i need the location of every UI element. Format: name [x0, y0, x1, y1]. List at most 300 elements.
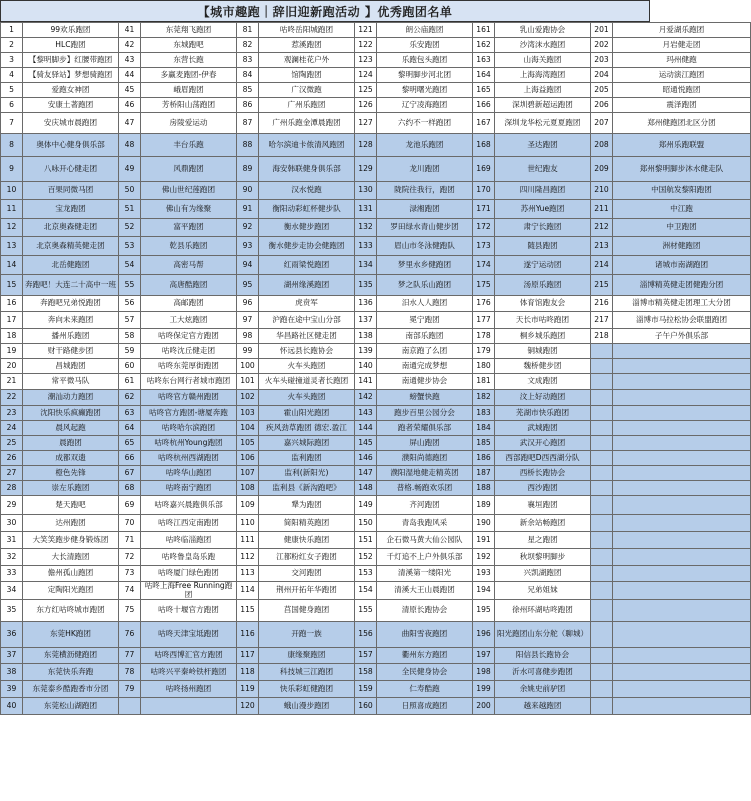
club-name: 康缘聚跑团 — [259, 648, 355, 664]
rank-number: 55 — [119, 275, 141, 296]
club-name: 屏山跑团 — [377, 436, 473, 451]
club-name: 西桥长跑协会 — [495, 466, 591, 481]
club-name: 楚天跑吧 — [23, 496, 119, 515]
rank-number: 73 — [119, 566, 141, 582]
rank-number: 181 — [473, 374, 495, 390]
rank-number: 161 — [473, 23, 495, 38]
rank-number: 46 — [119, 98, 141, 113]
rank-number: 140 — [355, 359, 377, 374]
rank-number: 121 — [355, 23, 377, 38]
rank-number: 22 — [1, 390, 23, 406]
club-name: 乳山爱跑协会 — [495, 23, 591, 38]
club-name: 中江跑 — [613, 200, 751, 219]
empty-cell — [613, 681, 751, 698]
rank-number: 159 — [355, 681, 377, 698]
club-name: 工大炫跑团 — [141, 312, 237, 329]
club-name: 武汉开心跑团 — [495, 436, 591, 451]
club-name: 西部跑吧D西西湖分队 — [495, 451, 591, 466]
empty-cell — [613, 515, 751, 532]
rank-number: 89 — [237, 157, 259, 182]
rank-number: 84 — [237, 68, 259, 83]
empty-cell — [591, 344, 613, 359]
empty-cell — [591, 421, 613, 436]
club-name: 桐乡城乐跑团 — [495, 329, 591, 344]
club-name: 达州跑团 — [23, 515, 119, 532]
rank-number: 108 — [237, 481, 259, 496]
rank-number: 148 — [355, 481, 377, 496]
club-name: 健康快乐跑团 — [259, 532, 355, 549]
rank-number: 25 — [1, 436, 23, 451]
club-name: 东莞HK跑团 — [23, 622, 119, 648]
rank-number: 92 — [237, 219, 259, 237]
club-name: 仁寿酷跑 — [377, 681, 473, 698]
club-name: 眉山市冬泳健跑队 — [377, 237, 473, 256]
empty-cell — [613, 436, 751, 451]
club-name: 嘉兴城际跑团 — [259, 436, 355, 451]
club-name: 遂宁运动团 — [495, 256, 591, 275]
club-name: 濮阳湿地健走精英团 — [377, 466, 473, 481]
table-row — [1, 549, 751, 566]
club-name: 佛山有为缘聚 — [141, 200, 237, 219]
club-name: 昭通悦跑团 — [613, 83, 751, 98]
empty-cell — [591, 374, 613, 390]
club-name: 荆州开拓年华跑团 — [259, 582, 355, 600]
club-name: 监利跑团 — [259, 451, 355, 466]
club-name: 北京奥森精英健走团 — [23, 237, 119, 256]
club-name: 六约不一样跑团 — [377, 113, 473, 134]
club-name: 高密马帮 — [141, 256, 237, 275]
rank-number: 81 — [237, 23, 259, 38]
rank-number: 14 — [1, 256, 23, 275]
club-name: 霍山阳光跑团 — [259, 406, 355, 421]
club-name: 千灯追不上户外俱乐部 — [377, 549, 473, 566]
club-name: 咕咚南宁跑团 — [141, 481, 237, 496]
rank-number: 54 — [119, 256, 141, 275]
rank-number: 68 — [119, 481, 141, 496]
rank-number: 155 — [355, 600, 377, 622]
rank-number: 34 — [1, 582, 23, 600]
rank-number: 216 — [591, 296, 613, 312]
rank-number: 90 — [237, 182, 259, 200]
rank-number: 17 — [1, 312, 23, 329]
club-name: 咕咚杭州西湖跑团 — [141, 451, 237, 466]
rank-number: 205 — [591, 83, 613, 98]
club-name: 火车头碰撞道灵者长跑团 — [259, 374, 355, 390]
club-name: 沂水可喜健步跑团 — [495, 664, 591, 681]
rank-number: 166 — [473, 98, 495, 113]
rank-number: 67 — [119, 466, 141, 481]
empty-cell — [613, 549, 751, 566]
rank-number: 122 — [355, 38, 377, 53]
rank-number: 111 — [237, 532, 259, 549]
rank-number: 178 — [473, 329, 495, 344]
club-name: 东莞横沥健跑团 — [23, 648, 119, 664]
rank-number: 47 — [119, 113, 141, 134]
club-name: 东莞松山湖跑团 — [23, 698, 119, 715]
rank-number: 48 — [119, 134, 141, 157]
rank-number: 11 — [1, 200, 23, 219]
rank-number: 58 — [119, 329, 141, 344]
rank-number: 185 — [473, 436, 495, 451]
club-name: 广州乐跑团 — [259, 98, 355, 113]
club-name: 运动演江跑团 — [613, 68, 751, 83]
club-name: 高唐酷跑团 — [141, 275, 237, 296]
club-name: 沈阳快乐疯癫跑团 — [23, 406, 119, 421]
club-name: 惹溪跑团 — [259, 38, 355, 53]
club-name: 企石微马黄大仙公园队 — [377, 532, 473, 549]
rank-number: 105 — [237, 436, 259, 451]
club-name: 衡水健步走协会健跑团 — [259, 237, 355, 256]
club-name: 徐州环湖咕咚跑团 — [495, 600, 591, 622]
club-name: 佛山世纪莲跑团 — [141, 182, 237, 200]
club-name: 咕咚沈丘健走团 — [141, 344, 237, 359]
rank-number: 98 — [237, 329, 259, 344]
rank-number: 163 — [473, 53, 495, 68]
table-row — [1, 219, 751, 237]
rank-number: 21 — [1, 374, 23, 390]
club-name: 齐河跑团 — [377, 496, 473, 515]
table-row — [1, 134, 751, 157]
rank-number: 88 — [237, 134, 259, 157]
club-name: 魏桥健步团 — [495, 359, 591, 374]
club-name: 肃宁长跑团 — [495, 219, 591, 237]
rank-number: 107 — [237, 466, 259, 481]
rank-number: 132 — [355, 219, 377, 237]
club-name: 咕咚东台网行者城市跑团 — [141, 374, 237, 390]
rank-number: 192 — [473, 549, 495, 566]
rank-number: 29 — [1, 496, 23, 515]
rank-number: 102 — [237, 390, 259, 406]
rank-number: 43 — [119, 53, 141, 68]
club-name: 中卫跑团 — [613, 219, 751, 237]
club-name: 华昌路社区健走团 — [259, 329, 355, 344]
rank-number: 10 — [1, 182, 23, 200]
empty-cell — [591, 681, 613, 698]
club-name: 奔跑吧兄弟悦跑团 — [23, 296, 119, 312]
club-name: 大笑笑跑步健身锻炼团 — [23, 532, 119, 549]
club-name: 百果同微马团 — [23, 182, 119, 200]
club-name: 陇院往我行，跑团 — [377, 182, 473, 200]
club-name: 武城跑团 — [495, 421, 591, 436]
rank-number: 130 — [355, 182, 377, 200]
club-name: 大长清跑团 — [23, 549, 119, 566]
rank-number: 5 — [1, 83, 23, 98]
empty-cell — [613, 496, 751, 515]
rank-number: 13 — [1, 237, 23, 256]
rank-number: 56 — [119, 296, 141, 312]
rank-number: 141 — [355, 374, 377, 390]
rank-number: 53 — [119, 237, 141, 256]
club-name: 东城跑吧 — [141, 38, 237, 53]
rank-number: 120 — [237, 698, 259, 715]
rank-number: 114 — [237, 582, 259, 600]
club-name: 上海益跑团 — [495, 83, 591, 98]
rank-number: 66 — [119, 451, 141, 466]
club-name: 怀远县长跑协会 — [259, 344, 355, 359]
club-name: 爱跑女神团 — [23, 83, 119, 98]
rank-number: 63 — [119, 406, 141, 421]
empty-cell — [591, 648, 613, 664]
rank-number: 173 — [473, 237, 495, 256]
club-name: 淄博精英健走团健跑分团 — [613, 275, 751, 296]
rank-number: 70 — [119, 515, 141, 532]
club-name: 晨跑团 — [23, 436, 119, 451]
table-row — [1, 566, 751, 582]
empty-cell — [591, 359, 613, 374]
rank-number: 6 — [1, 98, 23, 113]
club-name: 世纪跑友 — [495, 157, 591, 182]
rank-number: 7 — [1, 113, 23, 134]
rank-number: 201 — [591, 23, 613, 38]
empty-cell — [613, 600, 751, 622]
table-row — [1, 374, 751, 390]
rank-number: 217 — [591, 312, 613, 329]
club-name: 乾县乐跑团 — [141, 237, 237, 256]
rank-number: 156 — [355, 622, 377, 648]
rank-number: 38 — [1, 664, 23, 681]
rank-number: 85 — [237, 83, 259, 98]
rank-number: 124 — [355, 68, 377, 83]
club-name: 乐安跑团 — [377, 38, 473, 53]
rank-number: 57 — [119, 312, 141, 329]
club-name: 咕咚十堰官方跑团 — [141, 600, 237, 622]
club-name: 普格.畅跑欢乐团 — [377, 481, 473, 496]
club-name: 湖州缘溪跑团 — [259, 275, 355, 296]
club-name: 咕咚官方赣州跑团 — [141, 390, 237, 406]
rank-number: 87 — [237, 113, 259, 134]
club-name: 火车头跑团 — [259, 390, 355, 406]
rank-number: 91 — [237, 200, 259, 219]
rank-number: 177 — [473, 312, 495, 329]
empty-cell — [613, 622, 751, 648]
club-name: 体育馆跑友会 — [495, 296, 591, 312]
club-name: 山海关跑团 — [495, 53, 591, 68]
rank-number: 210 — [591, 182, 613, 200]
club-name: 简阳精英跑团 — [259, 515, 355, 532]
club-name: 海安韩联健身俱乐部 — [259, 157, 355, 182]
club-name: 越来越跑团 — [495, 698, 591, 715]
club-name: 兄弟姐妹 — [495, 582, 591, 600]
rank-number: 172 — [473, 219, 495, 237]
club-name: 咕咚厦门绿色跑团 — [141, 566, 237, 582]
rank-number: 190 — [473, 515, 495, 532]
rank-number: 188 — [473, 481, 495, 496]
club-name: 南通健步协会 — [377, 374, 473, 390]
rank-number: 186 — [473, 451, 495, 466]
club-name: 朗公庙跑团 — [377, 23, 473, 38]
table-row — [1, 182, 751, 200]
empty-cell — [591, 532, 613, 549]
rank-number: 168 — [473, 134, 495, 157]
rank-number: 79 — [119, 681, 141, 698]
rank-number: 176 — [473, 296, 495, 312]
club-name: 【骑友驿站】梦想骑跑团 — [23, 68, 119, 83]
club-name: 咕咚官方跑团-塘厦奔跑 — [141, 406, 237, 421]
rank-number: 24 — [1, 421, 23, 436]
table-row — [1, 113, 751, 134]
empty-cell — [591, 549, 613, 566]
club-name: 奔向未来跑团 — [23, 312, 119, 329]
rank-number: 35 — [1, 600, 23, 622]
club-name: 全民健身协会 — [377, 664, 473, 681]
club-name: 咕咚岳阳城跑团 — [259, 23, 355, 38]
club-name: 咕咚东莞厚街跑团 — [141, 359, 237, 374]
club-name: 汤原乐跑团 — [495, 275, 591, 296]
table-row — [1, 68, 751, 83]
rank-number: 40 — [1, 698, 23, 715]
club-name: 诸城市南湖跑团 — [613, 256, 751, 275]
club-name: 汉水悦跑 — [259, 182, 355, 200]
club-name: HLC跑团 — [23, 38, 119, 53]
club-name: 汨水人人跑团 — [377, 296, 473, 312]
rank-number: 119 — [237, 681, 259, 698]
club-name: 咕咚保定官方跑团 — [141, 329, 237, 344]
empty-cell — [613, 421, 751, 436]
club-name: 咕咚哈尔滨跑团 — [141, 421, 237, 436]
empty-cell — [613, 451, 751, 466]
club-name: 咕咚上海Free Running跑团 — [141, 582, 237, 600]
rank-number: 179 — [473, 344, 495, 359]
table-row — [1, 622, 751, 648]
club-name: 跑步百里公园分会 — [377, 406, 473, 421]
table-row — [1, 466, 751, 481]
rank-number: 3 — [1, 53, 23, 68]
club-name: 红雨梁悦跑团 — [259, 256, 355, 275]
club-name: 郑州乐跑联盟 — [613, 134, 751, 157]
table-row — [1, 532, 751, 549]
rank-number: 64 — [119, 421, 141, 436]
empty-cell — [613, 390, 751, 406]
empty-cell — [141, 698, 237, 715]
club-name: 哈尔滨迪卡侬清风跑团 — [259, 134, 355, 157]
table-row — [1, 600, 751, 622]
empty-cell — [613, 374, 751, 390]
rank-number: 149 — [355, 496, 377, 515]
rank-number: 118 — [237, 664, 259, 681]
rank-number: 139 — [355, 344, 377, 359]
club-name: 【黎明脚步】红腰带跑团 — [23, 53, 119, 68]
club-name: 玛州健跑 — [613, 53, 751, 68]
rank-number: 65 — [119, 436, 141, 451]
club-name: 冕宁跑团 — [377, 312, 473, 329]
rank-number: 23 — [1, 406, 23, 421]
rank-number: 30 — [1, 515, 23, 532]
rank-number: 82 — [237, 38, 259, 53]
club-name: 衡阳动彩虹杯健步队 — [259, 200, 355, 219]
table-row — [1, 359, 751, 374]
club-name: 秋坝黎明脚步 — [495, 549, 591, 566]
club-name: 咕咚天津宝坻跑团 — [141, 622, 237, 648]
rank-number: 41 — [119, 23, 141, 38]
club-name: 天长市咕咚跑团 — [495, 312, 591, 329]
club-name: 随县跑团 — [495, 237, 591, 256]
club-name: 观澜桂花户外 — [259, 53, 355, 68]
rank-number: 200 — [473, 698, 495, 715]
rank-number: 93 — [237, 237, 259, 256]
rank-number: 15 — [1, 275, 23, 296]
empty-cell — [591, 390, 613, 406]
club-name: 富平跑团 — [141, 219, 237, 237]
club-name: 淄博市马拉松协会联盟跑团 — [613, 312, 751, 329]
club-name: 梦之队乐山跑团 — [377, 275, 473, 296]
rank-number: 135 — [355, 275, 377, 296]
rank-number: 32 — [1, 549, 23, 566]
rank-number: 115 — [237, 600, 259, 622]
rank-number: 133 — [355, 237, 377, 256]
rank-number: 50 — [119, 182, 141, 200]
club-name: 安庆城市晨跑团 — [23, 113, 119, 134]
rank-number: 49 — [119, 157, 141, 182]
club-name: 疾风劲草跑团 德宏.盈江 — [259, 421, 355, 436]
empty-cell — [591, 466, 613, 481]
rank-number: 207 — [591, 113, 613, 134]
table-row — [1, 698, 751, 715]
rank-number: 196 — [473, 622, 495, 648]
rank-number: 42 — [119, 38, 141, 53]
rank-number: 123 — [355, 53, 377, 68]
rank-number: 203 — [591, 53, 613, 68]
rank-number: 150 — [355, 515, 377, 532]
rank-number: 167 — [473, 113, 495, 134]
table-row — [1, 296, 751, 312]
rank-number: 109 — [237, 496, 259, 515]
empty-cell — [591, 600, 613, 622]
rank-number: 33 — [1, 566, 23, 582]
club-name: 黎明脚步河北团 — [377, 68, 473, 83]
club-name: 咕咚扬州跑团 — [141, 681, 237, 698]
rank-number: 136 — [355, 296, 377, 312]
rank-number: 214 — [591, 256, 613, 275]
rank-number: 182 — [473, 390, 495, 406]
rank-number: 99 — [237, 344, 259, 359]
rank-number: 74 — [119, 582, 141, 600]
rank-number: 116 — [237, 622, 259, 648]
rank-number: 202 — [591, 38, 613, 53]
rank-number: 142 — [355, 390, 377, 406]
club-name: 快乐彩虹健跑团 — [259, 681, 355, 698]
club-name: 监利(新阳光) — [259, 466, 355, 481]
club-name: 龙川跑团 — [377, 157, 473, 182]
table-row — [1, 200, 751, 219]
rank-number: 189 — [473, 496, 495, 515]
empty-cell — [591, 436, 613, 451]
rank-number: 194 — [473, 582, 495, 600]
club-name: 乐跑包头跑团 — [377, 53, 473, 68]
table-row — [1, 344, 751, 359]
club-name: 晨风起跑 — [23, 421, 119, 436]
rank-number: 143 — [355, 406, 377, 421]
rank-number: 19 — [1, 344, 23, 359]
empty-cell — [591, 496, 613, 515]
rank-number: 209 — [591, 157, 613, 182]
rank-number: 27 — [1, 466, 23, 481]
club-name: 淄博市精英健走团理工大分团 — [613, 296, 751, 312]
empty-cell — [613, 582, 751, 600]
table-row — [1, 681, 751, 698]
club-name: 监利县《新沟跑吧》 — [259, 481, 355, 496]
club-name: 虎贲军 — [259, 296, 355, 312]
club-name: 东莞翔飞跑团 — [141, 23, 237, 38]
table-row — [1, 157, 751, 182]
rank-number: 153 — [355, 566, 377, 582]
club-name: 丰台乐跑 — [141, 134, 237, 157]
club-name: 昌城跑团 — [23, 359, 119, 374]
club-name: 日照喜成跑团 — [377, 698, 473, 715]
empty-cell — [591, 582, 613, 600]
club-name: 月岩健走团 — [613, 38, 751, 53]
rank-number: 75 — [119, 600, 141, 622]
club-name: 潮汕动力跑团 — [23, 390, 119, 406]
